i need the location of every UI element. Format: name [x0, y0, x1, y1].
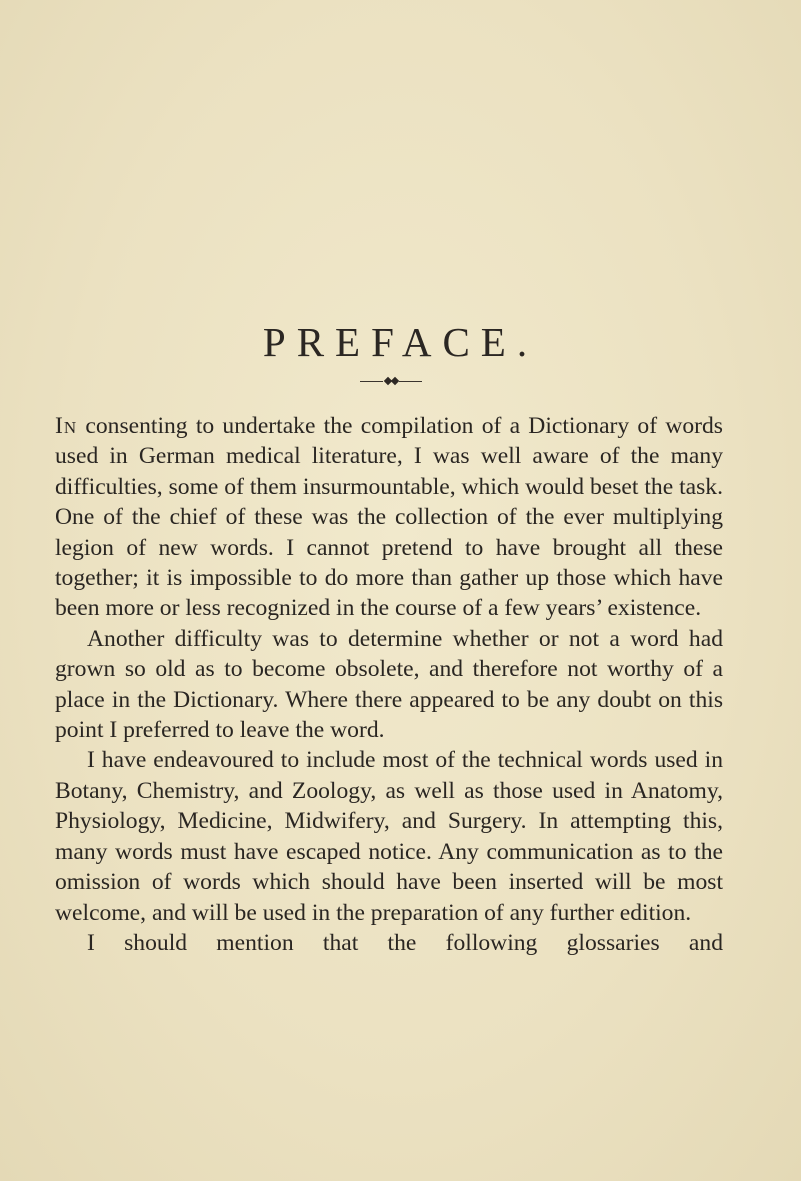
preface-body — [55, 411, 723, 958]
diamond-icon — [391, 377, 399, 385]
ornament-rule-left — [360, 381, 383, 382]
paragraph-text: consenting to undertake the compilation of a Dictionary of words used in German medical literature, I was well aware of the many difficulties, some of them insurmountable, which would beset the task. One of the chief of these was the collection of the ever multiplying legion of new words. I cannot pretend to have brought all these together; it is impossible to do more than gather up those which have been more or less recognized in the course of a few years’ existence. — [55, 413, 723, 622]
ornament-rule-right — [399, 381, 422, 382]
paragraph-4: I should mention that the following glossaries and — [87, 929, 723, 956]
paragraph-1 — [55, 411, 723, 624]
title-ornament — [360, 377, 422, 387]
page-title: PREFACE. — [262, 319, 539, 365]
paragraph-lead: In — [55, 413, 78, 439]
paragraph-2: Another difficulty was to determine whether or not a word had grown so old as to become obsolete, and therefore not worthy of a place in the Dictionary. Where there appeared to be any doubt on this point I preferred to leave the word. — [55, 625, 723, 744]
paragraph-3: I have endeavoured to include most of the technical words used in Botany, Chemistry, and Zoology, as well as those used in Anatomy, Physiology, Medicine, Midwifery, and Surgery. In attempting this, many words must have escaped notice. Any communication as to the omission of words which should have been inserted will be most welcome, and will be used in the preparation of any further edition. — [55, 747, 723, 926]
